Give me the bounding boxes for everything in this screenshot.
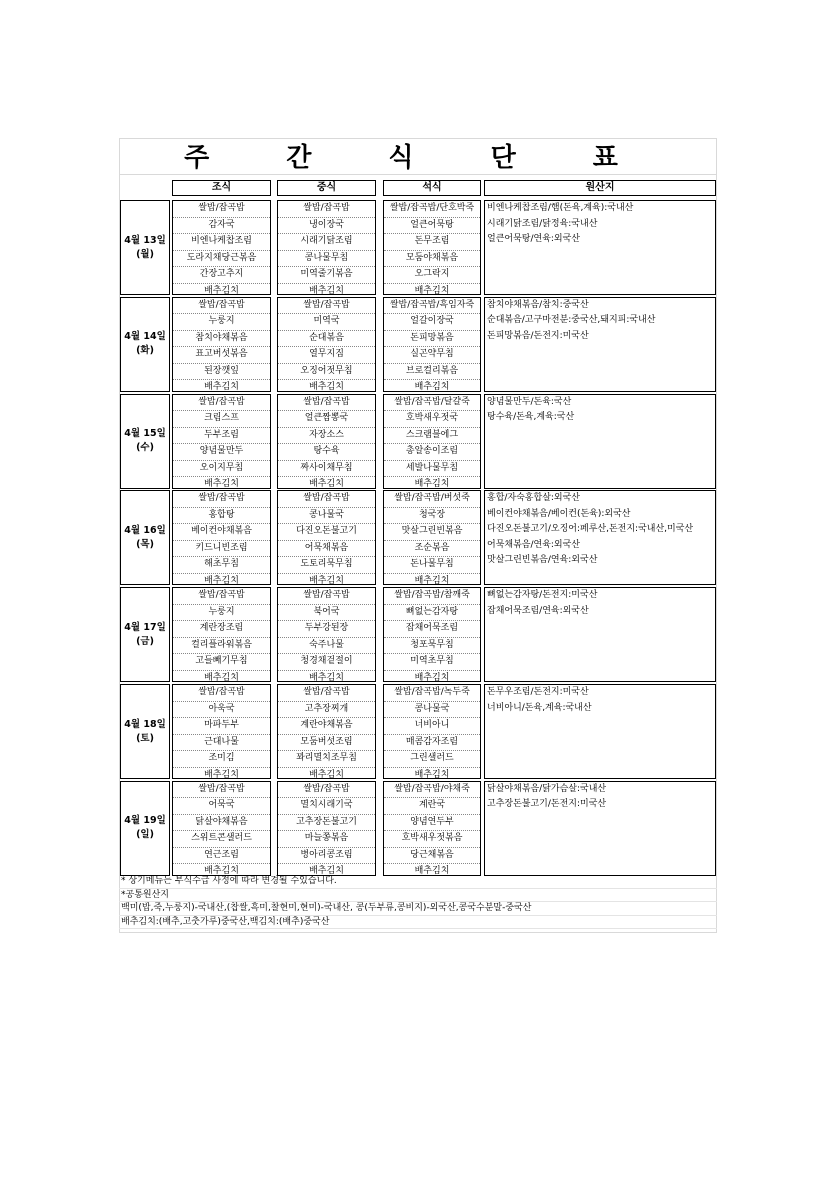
origin-list (484, 587, 716, 682)
breakfast-menu (172, 200, 271, 295)
origin-item: 다진오돈불고기/오징어:페루산,돈전지:국내산,미국산 (487, 524, 694, 535)
menu-item: 쌀밥/잡곡밥 (173, 298, 270, 315)
menu-item: 어묵채볶음 (278, 541, 375, 558)
day-weekday: (수) (136, 442, 154, 454)
menu-item: 배추김치 (204, 866, 239, 877)
menu-item: 쌀밥/잡곡밥 (173, 395, 270, 412)
menu-item: 배추김치 (204, 575, 239, 586)
breakfast-menu (172, 297, 271, 392)
origin-item: 닭살야채볶음/닭가슴살:국내산 (487, 783, 607, 794)
origin-item: 탕수육/돈육,계육:국산 (487, 412, 575, 423)
menu-item: 청국장 (384, 508, 480, 525)
day-date: 4월 17일 (124, 621, 166, 633)
menu-item: 스위트콘샐러드 (173, 831, 270, 848)
dinner-menu (383, 394, 481, 489)
menu-item: 아욱국 (173, 702, 270, 719)
menu-item: 배추김치 (414, 285, 450, 296)
note-line: *공통원산지 (121, 889, 169, 900)
menu-item: 짜사이채무침 (278, 461, 375, 478)
menu-item: 얼갈이장국 (384, 314, 480, 331)
dinner-menu (383, 490, 481, 585)
menu-item: 쌀밥/잡곡밥/달걀죽 (384, 395, 480, 412)
dinner-menu (383, 684, 481, 779)
page-title: 주 간 식 단 표 (184, 143, 652, 173)
menu-item: 배추김치 (309, 479, 344, 490)
menu-item: 모둠버섯조림 (278, 735, 375, 752)
menu-item: 베이컨야채볶음 (173, 524, 270, 541)
menu-item: 배추김치 (204, 285, 239, 296)
menu-item: 배추김치 (414, 575, 450, 586)
origin-item: 잡채어묵조림/연육:외국산 (487, 605, 589, 616)
menu-item: 도라지채당근볶음 (173, 251, 270, 268)
menu-item: 탕수육 (278, 444, 375, 461)
origin-item: 너비아니/돈육,계육:국내산 (487, 702, 592, 713)
menu-item: 오징어젓무침 (278, 364, 375, 381)
menu-item: 계란국 (384, 798, 480, 815)
note-line: 백미(밥,죽,누룽지)-국내산,(찹쌀,흑미,찰현미,현미)-국내산, 콩(두부류,콩비지)-외국산,콩국수분말-중국산 (121, 903, 532, 913)
menu-item: 총알송이조림 (384, 444, 480, 461)
day-weekday: (월) (136, 248, 154, 260)
breakfast-menu (172, 587, 271, 682)
origin-item: 맛살그린빈볶음/연육:외국산 (487, 555, 598, 566)
menu-item: 자장소스 (278, 428, 375, 445)
origin-item: 베이컨야채볶음/베이컨(돈육):외국산 (487, 508, 631, 519)
origin-item: 어묵채볶음/연육:외국산 (487, 539, 581, 550)
menu-item: 숙주나물 (278, 638, 375, 655)
menu-item: 배추김치 (414, 479, 450, 490)
menu-item: 쌀밥/잡곡밥/참깨죽 (384, 588, 480, 605)
lunch-menu (277, 587, 376, 682)
lunch-menu (277, 297, 376, 392)
menu-item: 배추김치 (204, 672, 239, 683)
menu-item: 배추김치 (204, 479, 239, 490)
origin-item: 돈피망볶음/돈전지:미국산 (487, 330, 589, 341)
menu-item: 미역줄기볶음 (278, 267, 375, 284)
menu-item: 누룽지 (173, 605, 270, 622)
menu-item: 쌀밥/잡곡밥/버섯죽 (384, 491, 480, 508)
menu-item: 키드니빈조림 (173, 541, 270, 558)
origin-item: 돈무우조림/돈전지:미국산 (487, 687, 589, 697)
note-line: 배추김치:(배추,고춧가루)중국산,백김치:(배추)중국산 (121, 916, 330, 927)
menu-item: 시래기닭조림 (278, 234, 375, 251)
menu-item: 세발나물무침 (384, 461, 480, 478)
menu-item: 쌀밥/잡곡밥 (173, 201, 270, 218)
notes (121, 875, 531, 929)
lunch-menu (277, 200, 376, 295)
dinner-menu (383, 587, 481, 682)
menu-item: 양념물만두 (173, 444, 270, 461)
menu-item: 배추김치 (414, 672, 450, 683)
day-date: 4월 15일 (124, 428, 166, 440)
menu-item: 쌀밥/잡곡밥 (278, 782, 375, 799)
menu-item: 쌀밥/잡곡밥/녹두죽 (384, 685, 480, 702)
menu-item: 쌀밥/잡곡밥 (278, 685, 375, 702)
menu-item: 얼큰어묵탕 (384, 218, 480, 235)
origin-list (484, 684, 716, 779)
menu-item: 배추김치 (414, 769, 450, 780)
menu-item: 배추김치 (414, 382, 450, 393)
header-origin: 원산지 (484, 180, 716, 196)
header-lunch: 중식 (277, 180, 376, 196)
menu-item: 배추김치 (204, 769, 239, 780)
day-label (120, 587, 170, 682)
menu-item: 배추김치 (309, 672, 344, 683)
menu-item: 순대볶음 (278, 331, 375, 348)
menu-item: 근대나물 (173, 735, 270, 752)
breakfast-menu (172, 781, 271, 876)
menu-item: 표고버섯볶음 (173, 347, 270, 364)
origin-item: 뼈없는감자탕/돈전지:미국산 (487, 590, 598, 601)
menu-item: 실곤약무침 (384, 347, 480, 364)
day-label (120, 200, 170, 295)
menu-item: 호박새우젓볶음 (384, 831, 480, 848)
origin-item: 비엔나케찹조림/햄(돈육,계육):국내산 (487, 203, 634, 213)
origin-item: 홍합/자숙홍합살:외국산 (487, 493, 581, 504)
day-date: 4월 16일 (124, 524, 166, 536)
header-breakfast: 조식 (172, 180, 271, 196)
menu-item: 마파두부 (173, 718, 270, 735)
menu-item: 해초무침 (173, 557, 270, 574)
day-label (120, 297, 170, 392)
menu-item: 된장깻잎 (173, 364, 270, 381)
lunch-menu (277, 490, 376, 585)
menu-item: 오이지무침 (173, 461, 270, 478)
menu-item: 병아리콩조림 (278, 848, 375, 865)
menu-item: 미역초무침 (384, 654, 480, 671)
day-weekday: (금) (136, 635, 154, 647)
menu-item: 쌀밥/잡곡밥 (173, 491, 270, 508)
origin-item: 순대볶음/고구마전분:중국산,돼지피:국내산 (487, 315, 656, 326)
menu-item: 도토리묵무침 (278, 557, 375, 574)
menu-item: 열무지짐 (278, 347, 375, 364)
day-date: 4월 13일 (124, 234, 166, 246)
menu-item: 고추장돈불고기 (278, 815, 375, 832)
menu-item: 누룽지 (173, 314, 270, 331)
menu-item: 쌀밥/잡곡밥 (278, 298, 375, 315)
menu-item: 크림스프 (173, 411, 270, 428)
header-dinner: 석식 (383, 180, 481, 196)
menu-item: 맛살그린빈볶음 (384, 524, 480, 541)
menu-item: 마늘쫑볶음 (278, 831, 375, 848)
menu-item: 고추장찌개 (278, 702, 375, 719)
day-date: 4월 18일 (124, 718, 166, 730)
day-date: 4월 14일 (124, 331, 166, 343)
menu-item: 홍합탕 (173, 508, 270, 525)
menu-item: 콩나물국 (278, 508, 375, 525)
menu-item: 쌀밥/잡곡밥 (173, 782, 270, 799)
origin-item: 참치야채볶음/참치:중국산 (487, 299, 589, 310)
menu-item: 쌀밥/잡곡밥/야채죽 (384, 782, 480, 799)
menu-item: 돈나물무침 (384, 557, 480, 574)
origin-item: 얼큰어묵탕/연육:외국산 (487, 234, 581, 244)
origin-item: 시래기닭조림/닭정육:국내산 (487, 218, 598, 229)
menu-item: 배추김치 (309, 382, 344, 393)
menu-item: 청경채겉절이 (278, 654, 375, 671)
menu-item: 쌀밥/잡곡밥/흑임자죽 (384, 298, 480, 315)
day-weekday: (목) (136, 538, 154, 550)
menu-item: 꽈리멸치조무침 (278, 751, 375, 768)
origin-list (484, 394, 716, 489)
day-label (120, 781, 170, 876)
note-line: * 상기메뉴는 부식수급 사정에 따라 변경될 수있습니다. (121, 876, 337, 886)
menu-item: 돈무조림 (384, 234, 480, 251)
menu-item: 다진오돈불고기 (278, 524, 375, 541)
menu-item: 돈피망볶음 (384, 331, 480, 348)
day-weekday: (토) (136, 732, 154, 744)
origin-list (484, 297, 716, 392)
menu-item: 오그락지 (384, 267, 480, 284)
menu-item: 쌀밥/잡곡밥 (173, 588, 270, 605)
day-date: 4월 19일 (124, 815, 166, 827)
menu-item: 미역국 (278, 314, 375, 331)
origin-list (484, 781, 716, 876)
menu-item: 청포묵무침 (384, 638, 480, 655)
origin-item: 양념물만두/돈육:국산 (487, 396, 572, 407)
menu-item: 쌀밥/잡곡밥 (278, 491, 375, 508)
menu-item: 배추김치 (309, 285, 344, 296)
day-weekday: (화) (136, 345, 154, 357)
menu-item: 배추김치 (204, 382, 239, 393)
menu-item: 감자국 (173, 218, 270, 235)
menu-item: 연근조림 (173, 848, 270, 865)
menu-item: 멸치시래기국 (278, 798, 375, 815)
breakfast-menu (172, 684, 271, 779)
day-weekday: (일) (136, 829, 154, 841)
menu-item: 너비아니 (384, 718, 480, 735)
menu-item: 조미김 (173, 751, 270, 768)
origin-list (484, 200, 716, 295)
menu-item: 호박새우젓국 (384, 411, 480, 428)
origin-list (484, 490, 716, 585)
menu-item: 컬리플라워볶음 (173, 638, 270, 655)
dinner-menu (383, 200, 481, 295)
menu-item: 냉이장국 (278, 218, 375, 235)
menu-item: 얼큰짬뽕국 (278, 411, 375, 428)
day-label (120, 684, 170, 779)
menu-item: 두부강된장 (278, 621, 375, 638)
menu-item: 배추김치 (309, 866, 344, 877)
menu-item: 그린샐러드 (384, 751, 480, 768)
menu-item: 매콤감자조림 (384, 735, 480, 752)
menu-item: 양념연두부 (384, 815, 480, 832)
menu-item: 북어국 (278, 605, 375, 622)
menu-item: 뼈없는감자탕 (384, 605, 480, 622)
menu-item: 배추김치 (414, 866, 450, 877)
day-label (120, 394, 170, 489)
menu-item: 닭살야채볶음 (173, 815, 270, 832)
menu-item: 당근채볶음 (384, 848, 480, 865)
menu-item: 쌀밥/잡곡밥 (278, 395, 375, 412)
dinner-menu (383, 297, 481, 392)
menu-item: 잡채어묵조림 (384, 621, 480, 638)
origin-item: 고추장돈불고기/돈전지:미국산 (487, 799, 607, 810)
menu-item: 간장고추지 (173, 267, 270, 284)
menu-item: 쌀밥/잡곡밥 (173, 685, 270, 702)
day-label (120, 490, 170, 585)
menu-item: 고들빼기무침 (173, 654, 270, 671)
menu-item: 콩나물무침 (278, 251, 375, 268)
menu-item: 콩나물국 (384, 702, 480, 719)
menu-item: 스크램블에그 (384, 428, 480, 445)
menu-item: 어묵국 (173, 798, 270, 815)
menu-item: 모둠야채볶음 (384, 251, 480, 268)
breakfast-menu (172, 490, 271, 585)
menu-item: 브로컬리볶음 (384, 364, 480, 381)
lunch-menu (277, 684, 376, 779)
breakfast-menu (172, 394, 271, 489)
menu-item: 계란야채볶음 (278, 718, 375, 735)
menu-item: 비엔나케찹조림 (173, 234, 270, 251)
menu-item: 쌀밥/잡곡밥 (278, 588, 375, 605)
menu-item: 쌀밥/잡곡밥/단호박죽 (384, 201, 480, 218)
lunch-menu (277, 781, 376, 876)
menu-item: 조순볶음 (384, 541, 480, 558)
menu-item: 배추김치 (309, 769, 344, 780)
menu-item: 참치야채볶음 (173, 331, 270, 348)
menu-item: 쌀밥/잡곡밥 (278, 201, 375, 218)
dinner-menu (383, 781, 481, 876)
menu-item: 두부조림 (173, 428, 270, 445)
menu-item: 배추김치 (309, 575, 344, 586)
menu-item: 계란장조림 (173, 621, 270, 638)
lunch-menu (277, 394, 376, 489)
